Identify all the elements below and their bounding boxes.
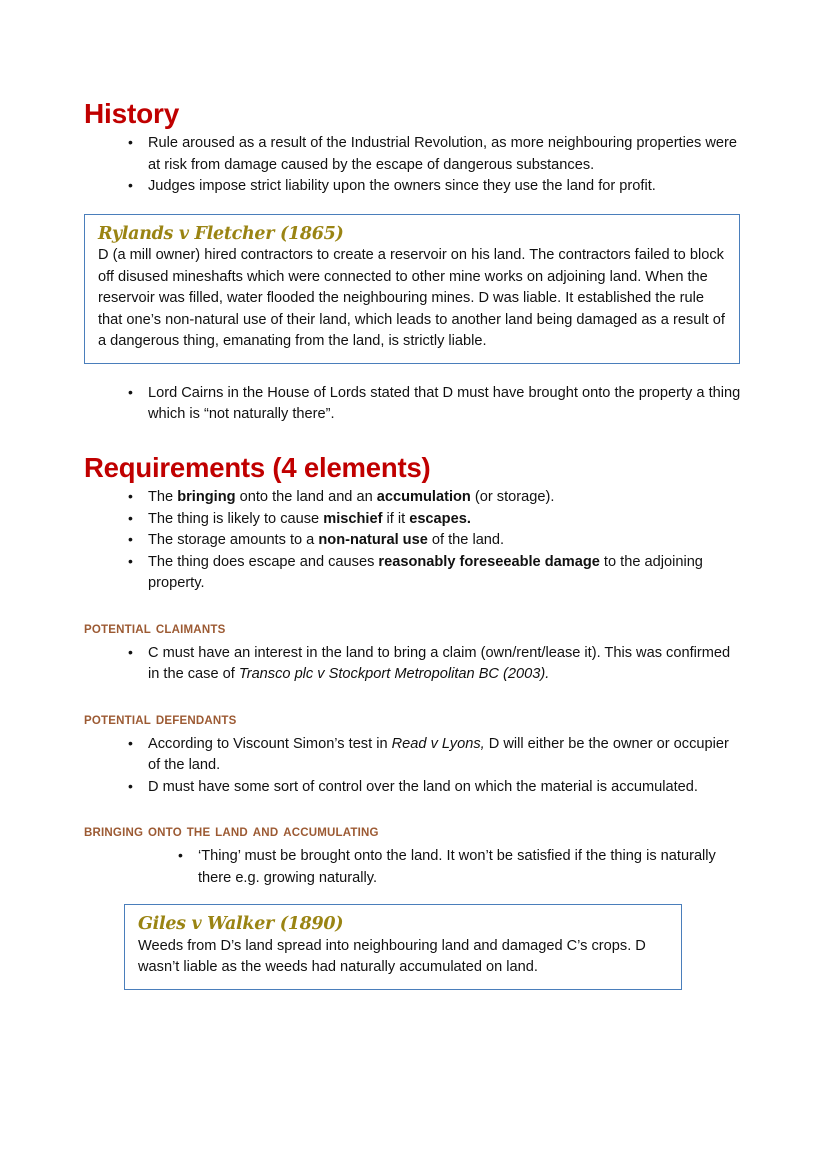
spacer: [84, 364, 744, 378]
list-item: • Lord Cairns in the House of Lords stated that D must have brought onto the property a thing which is “not naturally there”.: [128, 383, 744, 426]
potential-claimants-bullet-list: [84, 643, 744, 686]
case-body: Weeds from D’s land spread into neighbouring land and damaged C’s crops. D wasn’t liable as the weeds had naturally accumulated on land.: [138, 937, 646, 976]
bringing-onto-land-bullet-list: [84, 846, 744, 889]
potential-defendants-bullet-list: [84, 734, 744, 799]
list-item: • The storage amounts to a non-natural use of the land.: [128, 530, 744, 552]
list-item: • ‘Thing’ must be brought onto the land. It won’t be satisfied if the thing is naturally there e.g. growing naturally.: [178, 846, 744, 889]
page-title-history: History: [84, 98, 180, 129]
case-body: D (a mill owner) hired contractors to create a reservoir on his land. The contractors failed to block off disused mineshafts which were connected to other mine works on adjoining land. When the reservoir was filled, water flooded the neighbouring mines. D was liable. It established the rule that one’s non-natural use of their land, which leads to another land being damaged as a result of a dangerous thing, emanating from the land, is strictly liable.: [98, 247, 725, 350]
section-heading-bringing-onto-land: bringing onto the land and accumulating: [84, 820, 379, 841]
list-item: • According to Viscount Simon’s test in Read v Lyons, D will either be the owner or occupier of the land.: [128, 734, 744, 777]
section-heading-requirements: Requirements (4 elements): [84, 451, 431, 483]
case-title: Giles v Walker (1890): [138, 914, 344, 935]
list-item: • D must have some sort of control over the land on which the material is accumulated.: [128, 777, 744, 799]
list-item: • Rule aroused as a result of the Industrial Revolution, as more neighbouring properties were at risk from damage caused by the escape of dangerous substances.: [128, 133, 744, 176]
case-box-rylands: [84, 214, 740, 364]
lord-cairns-bullet-list: [84, 383, 744, 426]
list-item: • The thing is likely to cause mischief if it escapes.: [128, 509, 744, 531]
section-heading-potential-claimants: potential claimants: [84, 616, 226, 637]
list-item: • C must have an interest in the land to bring a claim (own/rent/lease it). This was confirmed in the case of Transco plc v Stockport Metropolitan BC (2003).: [128, 643, 744, 686]
requirements-bullet-list: [84, 487, 744, 595]
history-bullet-list: [84, 133, 744, 198]
spacer: [84, 595, 744, 617]
spacer: [84, 686, 744, 708]
list-item: • Judges impose strict liability upon the owners since they use the land for profit.: [128, 176, 744, 198]
list-item: • The bringing onto the land and an accumulation (or storage).: [128, 487, 744, 509]
list-item: • The thing does escape and causes reasonably foreseeable damage to the adjoining property.: [128, 552, 744, 595]
spacer: [84, 798, 744, 820]
case-box-giles: [124, 904, 682, 989]
case-title: Rylands v Fletcher (1865): [98, 223, 344, 244]
section-heading-potential-defendants: potential defendants: [84, 707, 237, 728]
